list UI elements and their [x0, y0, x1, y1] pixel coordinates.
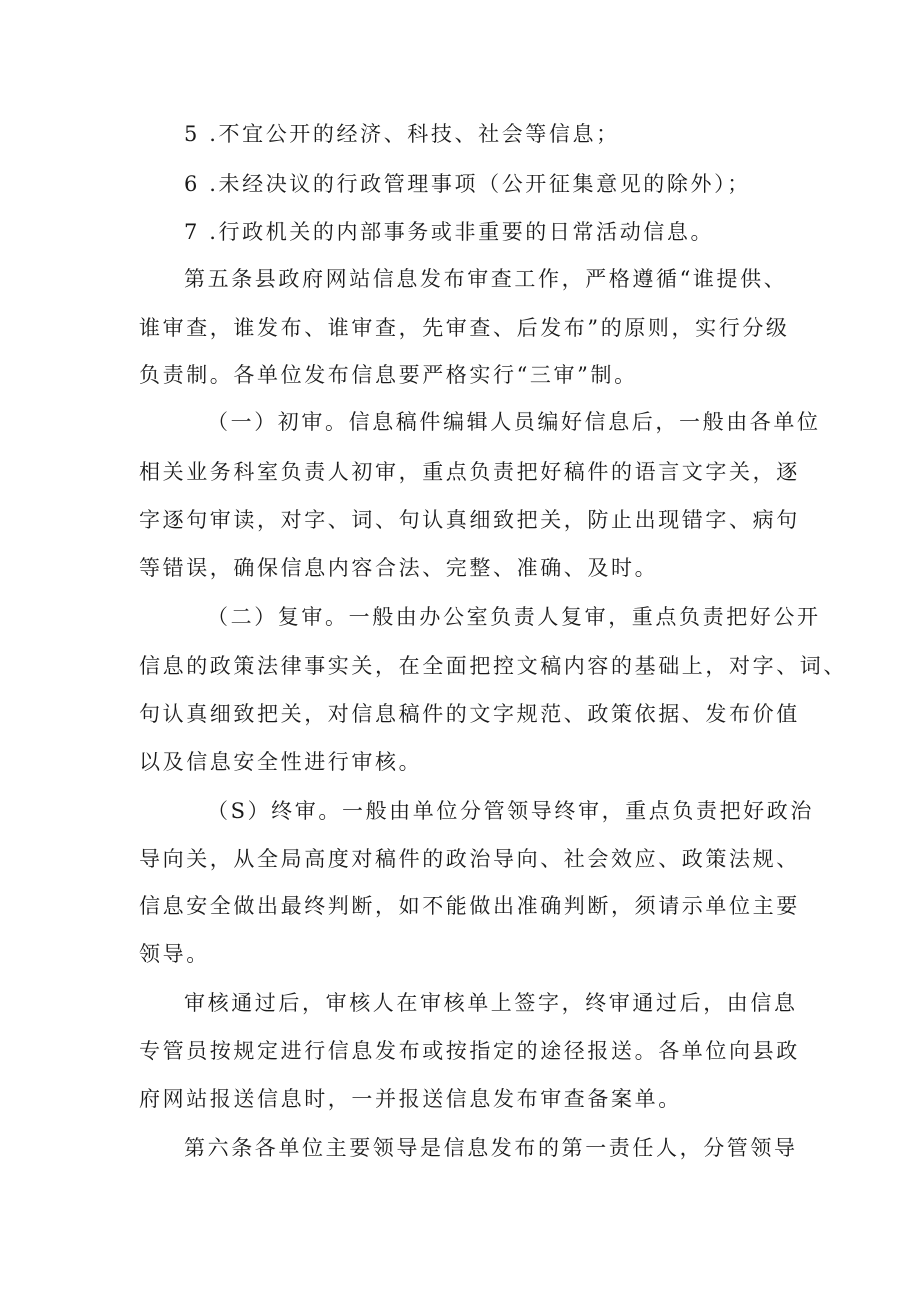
- final-review-line-2: 导向关，从全局高度对稿件的政治导向、社会效应、政策法规、: [139, 847, 800, 871]
- second-review-line-3: 句认真细致把关，对信息稿件的文字规范、政策依据、发布价值: [139, 702, 800, 726]
- article-5-line-3: 负责制。各单位发布信息要严格实行“三审”制。: [139, 363, 638, 387]
- final-review-line-4: 领导。: [139, 942, 210, 966]
- initial-review-line-4: 等错误，确保信息内容合法、完整、准确、及时。: [139, 556, 659, 580]
- list-item-6: 6 .未经决议的行政管理事项（公开征集意见的除外）；: [184, 172, 751, 196]
- initial-review-line-2: 相关业务科室负责人初审，重点负责把好稿件的语言文字关，逐: [139, 460, 800, 484]
- article-6-line-1: 第六条各单位主要领导是信息发布的第一责任人，分管领导: [184, 1136, 798, 1160]
- second-review-line-4: 以及信息安全性进行审核。: [139, 750, 423, 774]
- initial-review-line-3: 字逐句审读，对字、词、句认真细致把关，防止出现错字、病句: [139, 508, 800, 532]
- list-item-5: 5 .不宜公开的经济、科技、社会等信息；: [184, 122, 620, 146]
- second-review-line-1: （二）复审。一般由办公室负责人复审，重点负责把好公开: [207, 605, 821, 629]
- list-item-7: 7 .行政机关的内部事务或非重要的日常活动信息。: [184, 220, 715, 244]
- approval-paragraph-line-1: 审核通过后，审核人在审核单上签字，终审通过后，由信息: [184, 991, 798, 1015]
- final-review-line-3: 信息安全做出最终判断，如不能做出准确判断，须请示单位主要: [139, 894, 800, 918]
- second-review-line-2: 信息的政策法律事实关，在全面把控文稿内容的基础上，对字、词、: [139, 654, 847, 678]
- initial-review-line-1: （一）初审。信息稿件编辑人员编好信息后，一般由各单位: [207, 410, 821, 434]
- approval-paragraph-line-2: 专管员按规定进行信息发布或按指定的途径报送。各单位向县政: [139, 1039, 800, 1063]
- approval-paragraph-line-3: 府网站报送信息时，一并报送信息发布审查备案单。: [139, 1087, 682, 1111]
- article-5-line-1: 第五条县政府网站信息发布审查工作，严格遵循“谁提供、: [184, 267, 788, 291]
- article-5-line-2: 谁审查，谁发布、谁审查，先审查、后发布”的原则，实行分级: [139, 316, 790, 340]
- final-review-line-1: （S）终审。一般由单位分管领导终审，重点负责把好政治: [207, 799, 814, 823]
